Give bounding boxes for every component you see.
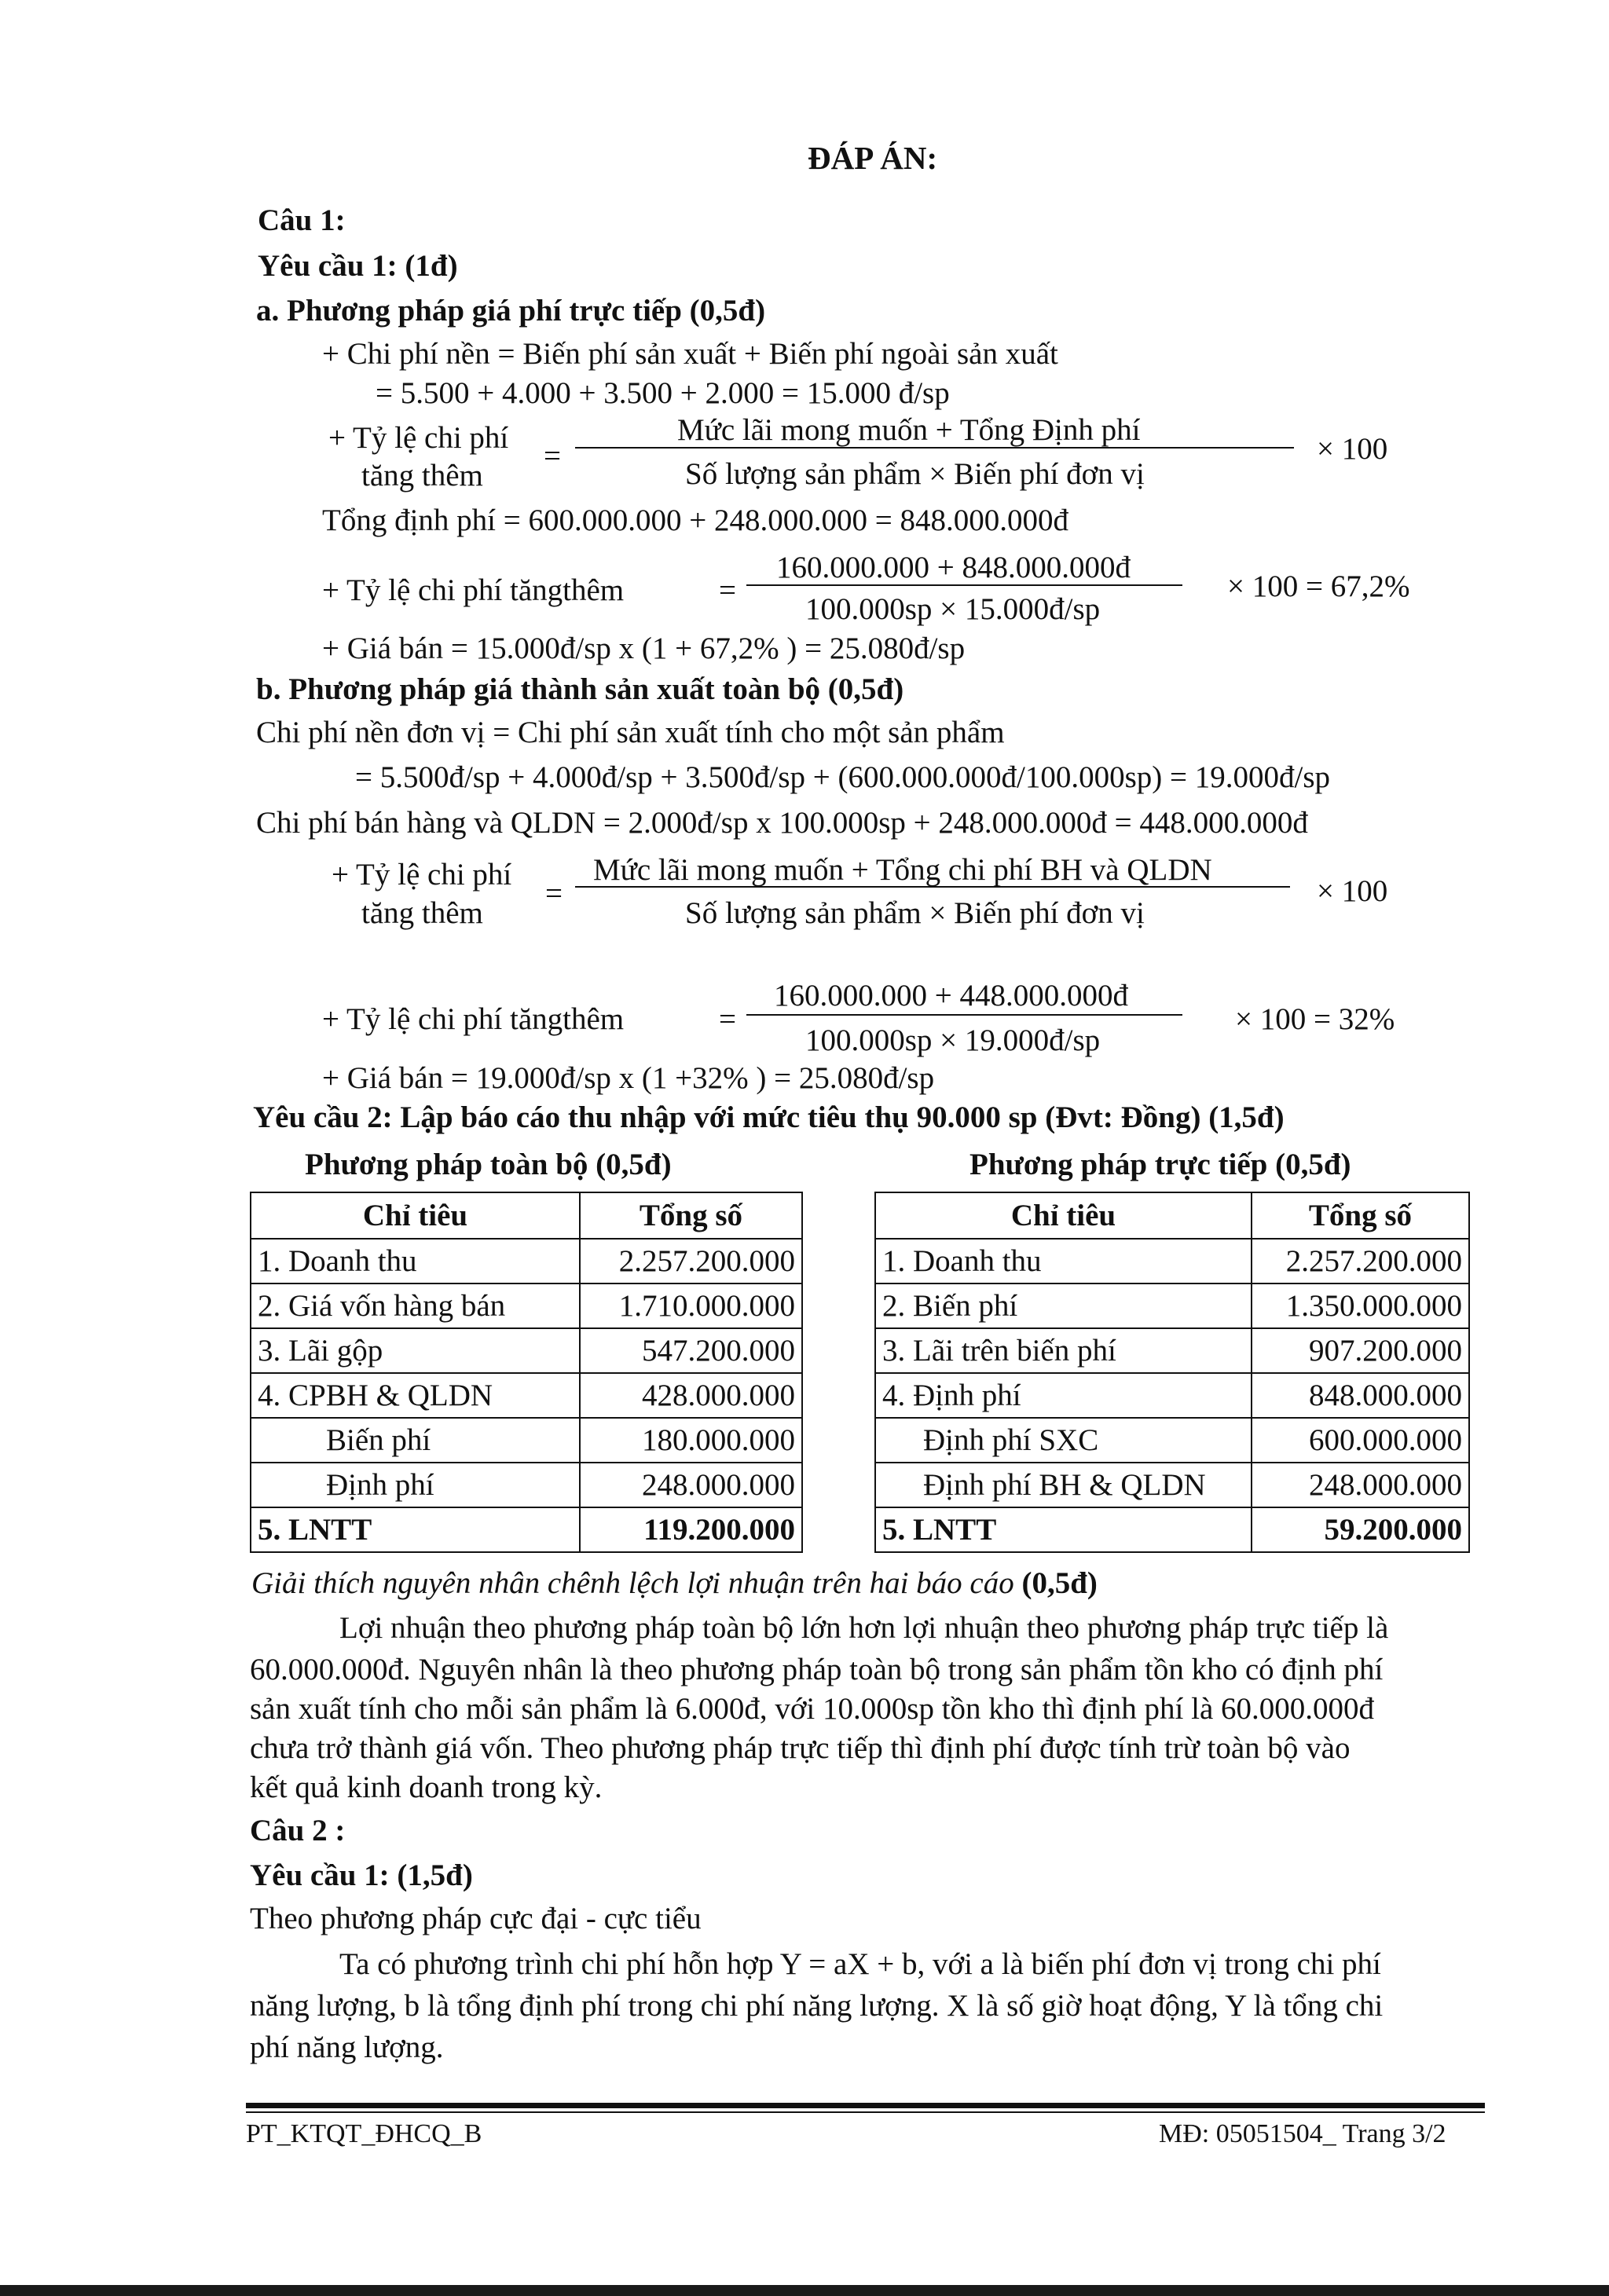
row-label: 5. LNTT (875, 1507, 1252, 1552)
q1-b-selling-price: + Giá bán = 19.000đ/sp x (1 +32% ) = 25.080đ/sp (322, 1061, 935, 1095)
scan-edge-bar (0, 2285, 1609, 2296)
row-value: 59.200.000 (1252, 1507, 1469, 1552)
table-row (251, 1373, 802, 1418)
table-row (251, 1328, 802, 1373)
row-value: 907.200.000 (1252, 1328, 1469, 1373)
full-cost-table-title: Phương pháp toàn bộ (0,5đ) (305, 1148, 672, 1181)
q1-b-times-100: × 100 (1317, 874, 1388, 908)
row-label: 3. Lãi gộp (251, 1328, 580, 1373)
row-label: 2. Giá vốn hàng bán (251, 1283, 580, 1328)
q1-b-base-cost-value: = 5.500đ/sp + 4.000đ/sp + 3.500đ/sp + (600.000.000đ/100.000sp) = 19.000đ/sp (355, 760, 1331, 794)
explanation-line: Lợi nhuận theo phương pháp toàn bộ lớn hơn lợi nhuận theo phương pháp trực tiếp là (339, 1611, 1389, 1645)
footer-right: MĐ: 05051504_ Trang 3/2 (1159, 2119, 1446, 2148)
explanation-line: kết quả kinh doanh trong kỳ. (250, 1771, 603, 1804)
q1-a-ratio-denominator-2: 100.000sp × 15.000đ/sp (805, 592, 1101, 626)
row-value: 248.000.000 (580, 1463, 802, 1507)
full-cost-income-table (250, 1192, 803, 1553)
table-row (251, 1239, 802, 1283)
column-header: Tổng số (580, 1192, 802, 1239)
explanation-points: (0,5đ) (1021, 1566, 1098, 1600)
q2-req1-heading: Yêu cầu 1: (1,5đ) (250, 1858, 473, 1892)
row-label: Định phí (251, 1463, 580, 1507)
row-value: 848.000.000 (1252, 1373, 1469, 1418)
row-label: 1. Doanh thu (875, 1239, 1252, 1283)
q1-a-fraction-bar (575, 447, 1294, 449)
q1-b-equals-2: = (719, 1002, 736, 1036)
row-value: 2.257.200.000 (580, 1239, 802, 1283)
q1-a-selling-price: + Giá bán = 15.000đ/sp x (1 + 67,2% ) = 25.080đ/sp (322, 632, 966, 665)
table-row (875, 1463, 1469, 1507)
q2-method: Theo phương pháp cực đại - cực tiểu (250, 1902, 702, 1935)
q1-b-ratio-label-full: + Tỷ lệ chi phí tăngthêm (322, 1002, 625, 1036)
q1-b-ratio-label-1: + Tỷ lệ chi phí (332, 858, 512, 892)
row-value: 119.200.000 (580, 1507, 802, 1552)
q1-a-ratio-label-full: + Tỷ lệ chi phí tăngthêm (322, 573, 625, 607)
q1-a-ratio-numerator: Mức lãi mong muốn + Tổng Định phí (677, 413, 1141, 447)
table-row (251, 1283, 802, 1328)
row-value: 1.350.000.000 (1252, 1283, 1469, 1328)
column-header: Chỉ tiêu (251, 1192, 580, 1239)
q1-b-ratio-numerator: Mức lãi mong muốn + Tổng chi phí BH và QLDN (593, 853, 1212, 887)
row-label: 5. LNTT (251, 1507, 580, 1552)
q1-a-total-fixed: Tổng định phí = 600.000.000 + 248.000.000 = 848.000.000đ (322, 504, 1068, 537)
q1-a-ratio-result: × 100 = 67,2% (1227, 569, 1410, 603)
q1-b-selling-admin-cost: Chi phí bán hàng và QLDN = 2.000đ/sp x 100.000sp + 248.000.000đ = 448.000.000đ (256, 806, 1308, 840)
explanation-line: sản xuất tính cho mỗi sản phẩm là 6.000đ, với 10.000sp tồn kho thì định phí là 60.000.000đ (250, 1692, 1375, 1726)
row-value: 600.000.000 (1252, 1418, 1469, 1463)
table-row (875, 1239, 1469, 1283)
direct-cost-income-table (874, 1192, 1470, 1553)
q2-text-line: phí năng lượng. (250, 2031, 444, 2064)
q2-text-line: năng lượng, b là tổng định phí trong chi phí năng lượng. X là số giờ hoạt động, Y là tổng chi (250, 1989, 1384, 2023)
q1-b-equals: = (545, 877, 563, 910)
table-total-row (251, 1507, 802, 1552)
row-label: 3. Lãi trên biến phí (875, 1328, 1252, 1373)
direct-cost-table-title: Phương pháp trực tiếp (0,5đ) (969, 1148, 1351, 1181)
q1-a-ratio-numerator-2: 160.000.000 + 848.000.000đ (776, 551, 1131, 584)
q1-a-base-cost-value: = 5.500 + 4.000 + 3.500 + 2.000 = 15.000 đ/sp (376, 376, 950, 410)
row-label: 4. CPBH & QLDN (251, 1373, 580, 1418)
row-label: 1. Doanh thu (251, 1239, 580, 1283)
row-value: 428.000.000 (580, 1373, 802, 1418)
q1-b-fraction-bar-2 (746, 1014, 1182, 1016)
q1-b-heading: b. Phương pháp giá thành sản xuất toàn bộ (0,5đ) (256, 672, 904, 706)
table-row (251, 1418, 802, 1463)
q1-a-fraction-bar-2 (746, 584, 1182, 586)
footer-left: PT_KTQT_ĐHCQ_B (246, 2119, 482, 2148)
row-label: Định phí BH & QLDN (875, 1463, 1252, 1507)
q1-req1-heading: Yêu cầu 1: (1đ) (258, 249, 458, 283)
question-1-heading: Câu 1: (258, 203, 346, 237)
row-label: Định phí SXC (875, 1418, 1252, 1463)
footer-rule-thin (246, 2111, 1485, 2113)
row-value: 547.200.000 (580, 1328, 802, 1373)
q1-b-base-cost: Chi phí nền đơn vị = Chi phí sản xuất tính cho một sản phẩm (256, 716, 1005, 749)
q1-a-equals: = (544, 439, 561, 473)
q1-b-ratio-result: × 100 = 32% (1235, 1002, 1395, 1036)
explanation-line: 60.000.000đ. Nguyên nhân là theo phương pháp toàn bộ trong sản phẩm tồn kho có định phí (250, 1653, 1384, 1686)
column-header: Tổng số (1252, 1192, 1469, 1239)
table-header-row (875, 1192, 1469, 1239)
q1-a-times-100: × 100 (1317, 432, 1388, 466)
q1-a-ratio-denominator: Số lượng sản phẩm × Biến phí đơn vị (685, 457, 1145, 491)
question-2-heading: Câu 2 : (250, 1814, 346, 1847)
table-header-row (251, 1192, 802, 1239)
row-value: 2.257.200.000 (1252, 1239, 1469, 1283)
table-row (875, 1328, 1469, 1373)
row-label: Biến phí (251, 1418, 580, 1463)
row-value: 180.000.000 (580, 1418, 802, 1463)
q1-b-ratio-denominator-2: 100.000sp × 19.000đ/sp (805, 1023, 1101, 1057)
explanation-heading: Giải thích nguyên nhân chênh lệch lợi nhuận trên hai báo cáo (251, 1566, 1014, 1600)
q1-a-ratio-label-1: + Tỷ lệ chi phí (328, 421, 509, 455)
q1-a-base-cost: + Chi phí nền = Biến phí sản xuất + Biến phí ngoài sản xuất (322, 337, 1058, 371)
explanation-heading-line (251, 1565, 1098, 1602)
table-row (875, 1373, 1469, 1418)
row-label: 4. Định phí (875, 1373, 1252, 1418)
row-value: 248.000.000 (1252, 1463, 1469, 1507)
q1-b-ratio-denominator: Số lượng sản phẩm × Biến phí đơn vị (685, 896, 1145, 930)
q1-a-equals-2: = (719, 573, 736, 607)
explanation-line: chưa trở thành giá vốn. Theo phương pháp trực tiếp thì định phí được tính trừ toàn bộ vào (250, 1731, 1351, 1765)
q1-a-ratio-label-2: tăng thêm (361, 459, 483, 493)
q2-text-line: Ta có phương trình chi phí hỗn hợp Y = aX + b, với a là biến phí đơn vị trong chi phí (339, 1947, 1381, 1981)
row-value: 1.710.000.000 (580, 1283, 802, 1328)
column-header: Chỉ tiêu (875, 1192, 1252, 1239)
table-row (875, 1418, 1469, 1463)
table-row (875, 1283, 1469, 1328)
q1-req2-heading: Yêu cầu 2: Lập báo cáo thu nhập với mức tiêu thụ 90.000 sp (Đvt: Đồng) (1,5đ) (253, 1100, 1285, 1134)
q1-b-ratio-label-2: tăng thêm (361, 896, 483, 930)
q1-b-fraction-bar (575, 886, 1290, 888)
q1-a-heading: a. Phương pháp giá phí trực tiếp (0,5đ) (256, 294, 766, 328)
row-label: 2. Biến phí (875, 1283, 1252, 1328)
q1-b-ratio-numerator-2: 160.000.000 + 448.000.000đ (774, 979, 1128, 1013)
table-total-row (875, 1507, 1469, 1552)
table-row (251, 1463, 802, 1507)
footer-rule (246, 2103, 1485, 2108)
page-title: ĐÁP ÁN: (808, 140, 938, 176)
